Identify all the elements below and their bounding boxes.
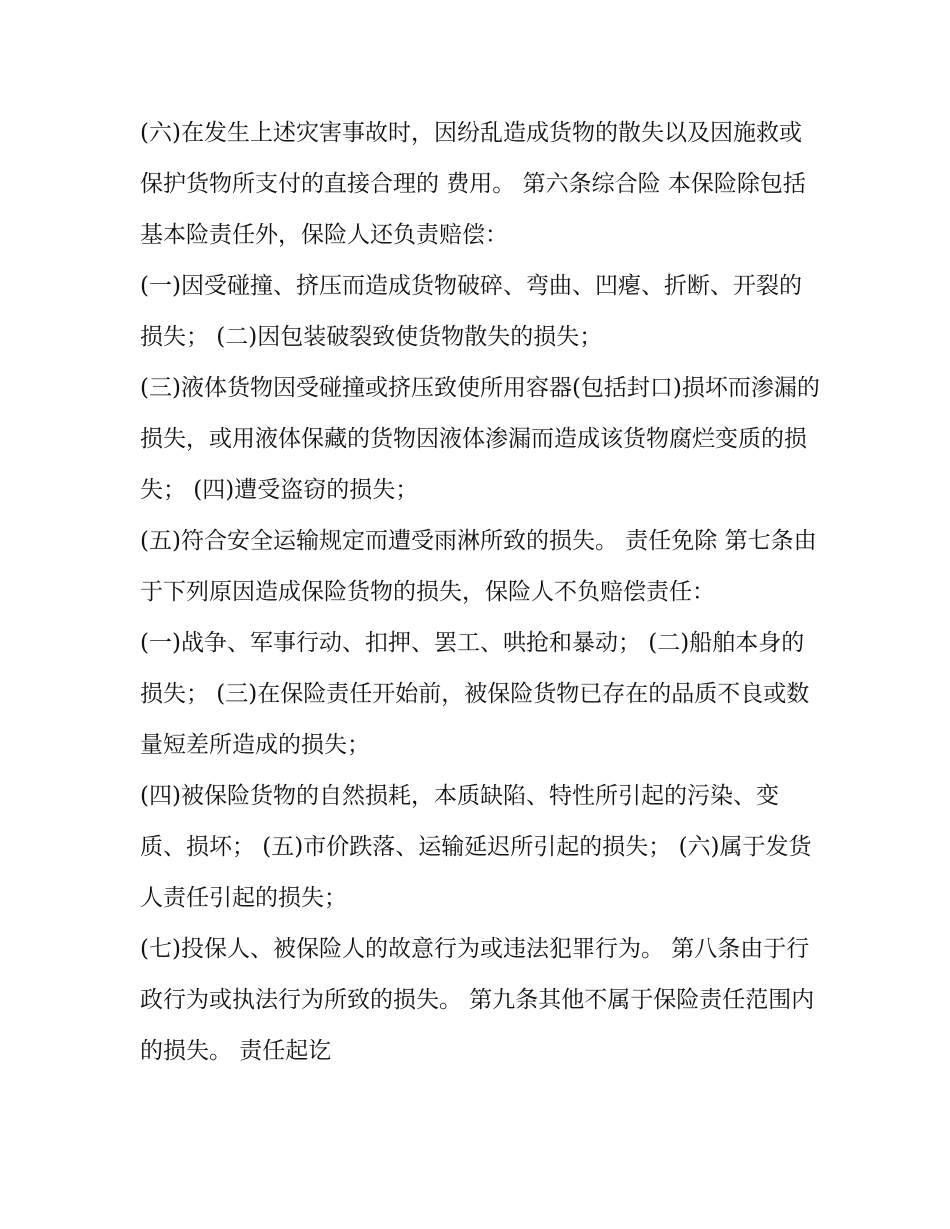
paragraph-rain-exclusions: (五)符合安全运输规定而遭受雨淋所致的损失。 责任免除 第七条由于下列原因造成保险货物的损失，保险人不负赔偿责任： (140, 528, 817, 605)
paragraph-war-ship-quality: (一)战争、军事行动、扣押、罢工、哄抢和暴动； (二)船舶本身的损失； (三)在保险责任开始前，被保险货物已存在的品质不良或数量短差所造成的损失； (140, 630, 810, 758)
paragraph-clause-6-disaster-costs: (六)在发生上述灾害事故时，因纷乱造成货物的散失以及因施救或保护货物所支付的直接合理的 费用。 第六条综合险 本保险除包括基本险责任外，保险人还负责赔偿： (140, 120, 806, 248)
document-body (140, 108, 820, 1077)
paragraph-natural-loss-delay: (四)被保险货物的自然损耗，本质缺陷、特性所引起的污染、变质、损坏； (五)市价跌落、运输延迟所引起的损失； (六)属于发货人责任引起的损失； (140, 783, 812, 911)
paragraph-liquid-theft: (三)液体货物因受碰撞或挤压致使所用容器(包括封口)损坏而渗漏的损失，或用液体保藏的货物因液体渗漏而造成该货物腐烂变质的损失； (四)遭受盗窃的损失； (140, 375, 820, 503)
paragraph-collision-packaging: (一)因受碰撞、挤压而造成货物破碎、弯曲、凹瘪、折断、开裂的损失； (二)因包装破裂致使货物散失的损失； (140, 273, 802, 350)
paragraph-intentional-acts: (七)投保人、被保险人的故意行为或违法犯罪行为。 第八条由于行政行为或执法行为所致的损失。 第九条其他不属于保险责任范围内的损失。 责任起讫 (140, 936, 815, 1064)
